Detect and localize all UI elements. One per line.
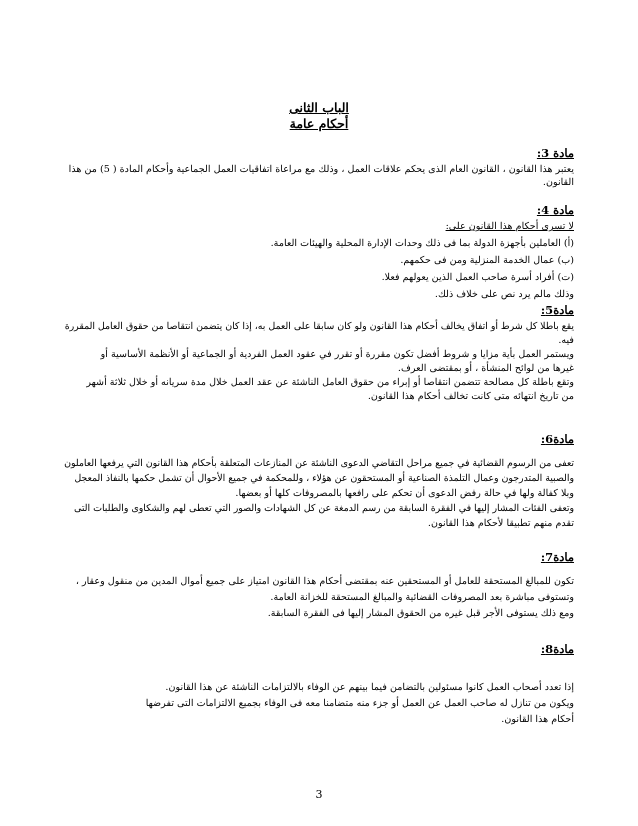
article-8-line-2: ويكون من تنازل له صاحب العمل عن العمل أو جزء منه متضامنا معه فى الوفاء بجميع الالتزامات التى تفرضها [145, 698, 574, 709]
article-6-line-5: تقدم منهم تطبيقا لأحكام هذا القانون. [427, 518, 574, 529]
article-5-line-4: غيرها من لوائح المنشأة ، أو بمقتضى العرف. [397, 363, 574, 374]
article-5-line-6: من تاريخ انتهائه متى كانت تخالف أحكام هذا القانون. [367, 391, 574, 402]
article-5-heading: مادة5: [540, 303, 574, 317]
article-8-line-3: أحكام هذا القانون. [501, 714, 574, 725]
article-4-line-1: لا تسرى أحكام هذا القانون على: [445, 221, 574, 232]
article-6-line-4: وتعفى الفئات المشار إليها في الفقرة السابقة من رسم الدمغة عن كل الشهادات والصور التي تعطى لهم والشكاوى والطلبات التى [74, 503, 574, 514]
article-5-line-5: وتقع باطلة كل مصالحة تتضمن انتقاصا أو إبراء من حقوق العامل الناشئة عن عقد العمل خلال مدة سريانه أو خلال ثلاثة أشهر [86, 377, 574, 388]
article-3-heading: مادة 3: [536, 146, 574, 160]
article-3-line-2: القانون. [542, 177, 574, 188]
article-5-line-1: يقع باطلا كل شرط أو اتفاق يخالف أحكام هذا القانون ولو كان سابقا على العمل به، إذا كان يتضمن انتقاصا من حقوق العامل المقررة [64, 321, 574, 332]
article-4-line-4: (ت) أفراد أسرة صاحب العمل الذين يعولهم فعلا. [381, 272, 574, 283]
article-4-line-2: (أ) العاملين بأجهزة الدولة بما فى ذلك وحدات الإدارة المحلية والهيئات العامة. [270, 238, 574, 249]
article-5-line-2: فيه. [558, 335, 574, 346]
chapter-title: الباب الثانى [289, 100, 349, 115]
article-6-line-2: والصبية المتدرجون وعمال التلمذة الصناعية أو المستحقون عن هؤلاء ، وللمحكمة في جميع الأحوال أن تشمل حكمها بالنفاذ المعجل [74, 473, 574, 484]
page-number: 3 [315, 788, 323, 801]
article-6-heading: مادة6: [540, 432, 574, 446]
chapter-subtitle: أحكام عامة [289, 116, 349, 131]
article-3-line-1: يعتبر هذا القانون ، القانون العام الذى يحكم علاقات العمل ، وذلك مع مراعاة اتفاقيات العمل الجماعية وأحكام المادة ( 5) من هذا [68, 164, 574, 175]
article-4-line-5: وذلك مالم يرد نص على خلاف ذلك. [434, 289, 574, 300]
article-8-heading: مادة8: [540, 642, 574, 656]
article-7-line-2: وتستوفى مباشرة بعد المصروفات القضائية والمبالغ المستحقة للخزانة العامة. [270, 592, 574, 603]
article-6-line-1: تعفى من الرسوم القضائية في جميع مراحل التقاضي الدعوى الناشئة عن المنازعات المتعلقة بأحكام هذا القانون التي يرفعها العاملون [64, 458, 574, 469]
article-4-heading: مادة 4: [536, 203, 574, 217]
article-7-line-3: ومع ذلك يستوفى الأجر قبل غيره من الحقوق المشار إليها فى الفقرة السابقة. [267, 608, 574, 619]
article-7-heading: مادة7: [540, 550, 574, 564]
article-7-line-1: تكون للمبالغ المستحقة للعامل أو المستحقين عنه بمقتضى أحكام هذا القانون امتياز على جميع أموال المدين من منقول وعقار ، [75, 576, 574, 587]
article-4-line-3: (ب) عمال الخدمة المنزلية ومن فى حكمهم. [400, 255, 574, 266]
article-5-line-3: ويستمر العمل بأية مزايا و شروط أفضل تكون مقررة أو تقرر في عقود العمل الفردية أو الجماعية أو الأنظمة الأساسية أو [100, 349, 574, 360]
article-6-line-3: وبلا كفالة ولها في حالة رفض الدعوى أن تحكم على رافعها بالمصروفات كلها أو بعضها. [235, 488, 574, 499]
article-8-line-1: إذا تعدد أصحاب العمل كانوا مسئولين بالتضامن فيما بينهم عن الوفاء بالالتزامات الناشئة عن هذا القانون. [165, 682, 574, 693]
